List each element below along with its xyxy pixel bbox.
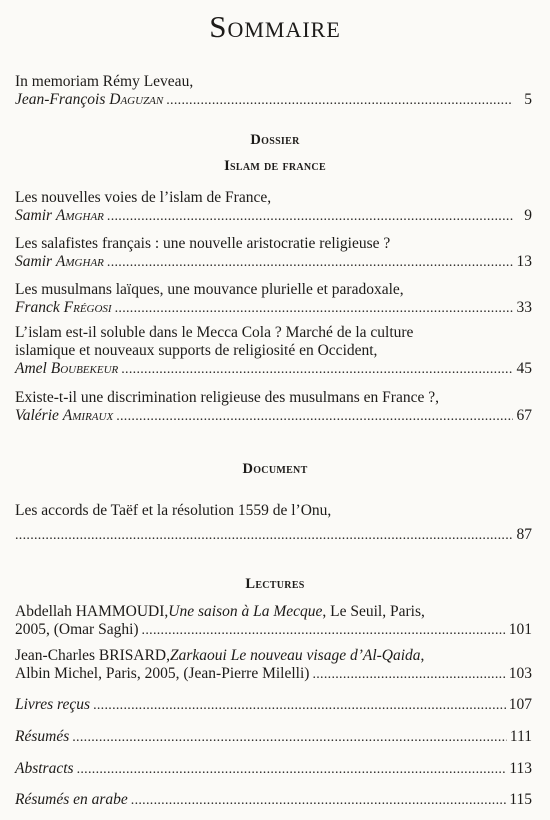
page-number: 67: [516, 407, 532, 424]
entry-author: Samir Amghar: [15, 207, 104, 224]
leader-dots: [15, 526, 513, 545]
toc-entry: [15, 603, 532, 640]
leader-dots: [107, 253, 513, 272]
toc-entry-memoriam: [15, 73, 532, 110]
entry-details: Albin Michel, Paris, 2005, (Jean-Pierre Milelli): [15, 665, 310, 682]
page-title: Sommaire: [209, 9, 341, 44]
page-number: 103: [508, 665, 532, 682]
leader-dots: [77, 760, 507, 779]
page-number: 113: [509, 760, 532, 777]
section-subheading-islam: Islam de france: [224, 158, 326, 174]
page-number: 45: [516, 360, 532, 377]
toc-entry-resumes-arabe: [15, 791, 532, 810]
section-heading-dossier: Dossier: [250, 132, 300, 148]
entry-title: Abstracts: [15, 760, 74, 777]
page-number: 111: [509, 728, 532, 745]
page-number: 87: [516, 526, 532, 543]
page-number: 13: [516, 253, 532, 270]
page-number: 5: [524, 91, 532, 108]
toc-entry: [15, 647, 532, 684]
page-number: 33: [516, 299, 532, 316]
entry-title: Résumés: [15, 728, 70, 745]
toc-entry: [15, 324, 532, 379]
entry-details: 2005, (Omar Saghi): [15, 621, 139, 638]
entry-author: Valérie Amiraux: [15, 407, 114, 424]
toc-entry: [15, 235, 532, 272]
toc-entry-document: [15, 502, 532, 545]
page-number: 9: [524, 207, 532, 224]
entry-author: Samir Amghar: [15, 253, 104, 270]
entry-title: Les nouvelles voies de l’islam de France,: [15, 189, 272, 206]
section-heading-lectures: Lectures: [245, 576, 305, 592]
page-number: 115: [509, 791, 532, 808]
toc-entry-abstracts: [15, 760, 532, 779]
entry-title: Existe-t-il une discrimination religieuse des musulmans en France ?,: [15, 389, 439, 406]
entry-title: Les musulmans laïques, une mouvance plurielle et paradoxale,: [15, 281, 404, 298]
entry-title: Les salafistes français : une nouvelle aristocratie religieuse ?: [15, 235, 391, 252]
leader-dots: [107, 207, 513, 226]
page-number: 107: [508, 696, 532, 713]
entry-book-title: Zarkaoui Le nouveau visage d’Al-Qaida: [170, 647, 421, 664]
entry-author: Franck Frégosi: [15, 299, 112, 316]
leader-dots: [116, 407, 513, 426]
entry-author: Jean-François Daguzan: [15, 91, 164, 108]
entry-title-line: islamique et nouveaux supports de religiosité en Occident,: [15, 342, 378, 359]
entry-title: Les accords de Taëf et la résolution 1559 de l’Onu,: [15, 502, 332, 519]
page-number: 101: [508, 621, 532, 638]
section-heading-document: Document: [242, 461, 308, 477]
leader-dots: [115, 299, 513, 318]
entry-author: Amel Boubekeur: [15, 360, 119, 377]
entry-author: Abdellah HAMMOUDI,: [15, 603, 169, 620]
entry-book-title: Une saison à La Mecque: [168, 603, 323, 620]
entry-title: Résumés en arabe: [15, 791, 128, 808]
leader-dots: [121, 360, 513, 379]
entry-title-line: L’islam est-il soluble dans le Mecca Cola ? Marché de la culture: [15, 324, 414, 341]
leader-dots: [166, 91, 513, 110]
leader-dots: [312, 665, 505, 684]
leader-dots: [72, 728, 507, 747]
entry-author: Jean-Charles BRISARD,: [15, 647, 170, 664]
leader-dots: [131, 791, 507, 810]
toc-entry: [15, 281, 532, 318]
leader-dots: [142, 621, 506, 640]
entry-title: Livres reçus: [15, 696, 91, 713]
toc-entry-livres-recus: [15, 696, 532, 715]
entry-publisher: , Le Seuil, Paris,: [322, 603, 425, 620]
leader-dots: [93, 696, 506, 715]
toc-entry: [15, 189, 532, 226]
entry-title: In memoriam Rémy Leveau,: [15, 73, 194, 90]
entry-publisher: ,: [420, 647, 425, 664]
toc-entry: [15, 389, 532, 426]
toc-entry-resumes: [15, 728, 532, 747]
